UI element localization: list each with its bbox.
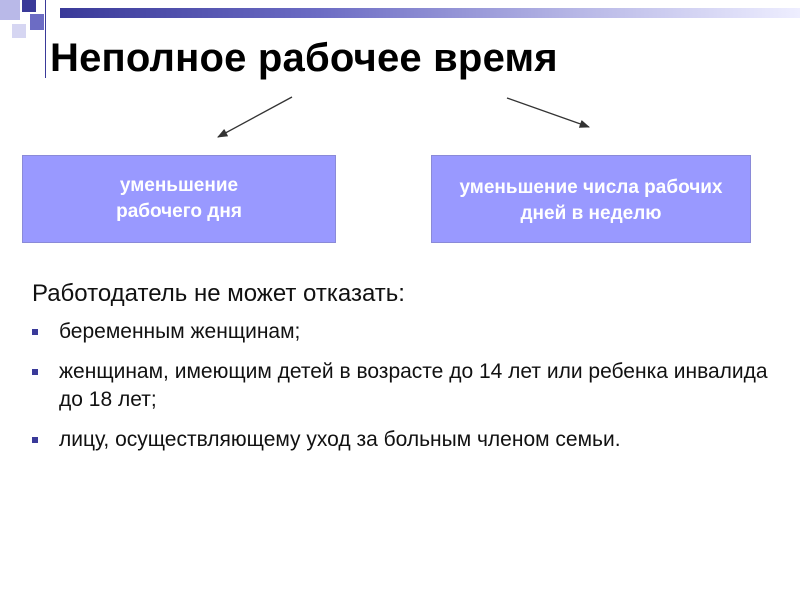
decor-square-2 — [22, 0, 36, 12]
decor-square-4 — [12, 24, 26, 38]
decor-vertical-line — [45, 0, 46, 78]
list-item-text: лицу, осуществляющему уход за больным членом семьи. — [59, 428, 621, 451]
arrow-to-right-box — [507, 98, 589, 127]
slide-title: Неполное рабочее время — [50, 36, 558, 80]
arrow-to-left-box — [218, 97, 292, 137]
list-item — [30, 318, 770, 346]
decor-square-3 — [30, 14, 44, 30]
bullet-square-icon — [32, 437, 38, 443]
decor-square-1 — [0, 0, 20, 20]
box-reduce-workday — [22, 155, 336, 243]
list-item — [30, 426, 770, 454]
list-item-text: беременным женщинам; — [59, 320, 301, 343]
bullet-square-icon — [32, 369, 38, 375]
list-item-text: женщинам, имеющим детей в возрасте до 14 лет или ребенка инвалида до 18 лет; — [59, 360, 768, 411]
box-reduce-workdays-per-week — [431, 155, 751, 243]
employer-statement: Работодатель не может отказать: — [32, 280, 405, 307]
list-item — [30, 358, 770, 414]
box-reduce-workday-label: уменьшение рабочего дня — [116, 175, 242, 222]
decor-top-band — [60, 8, 800, 18]
bullet-list — [30, 318, 770, 466]
box-reduce-workdays-label: уменьшение числа рабочих дней в неделю — [459, 177, 723, 224]
bullet-square-icon — [32, 329, 38, 335]
